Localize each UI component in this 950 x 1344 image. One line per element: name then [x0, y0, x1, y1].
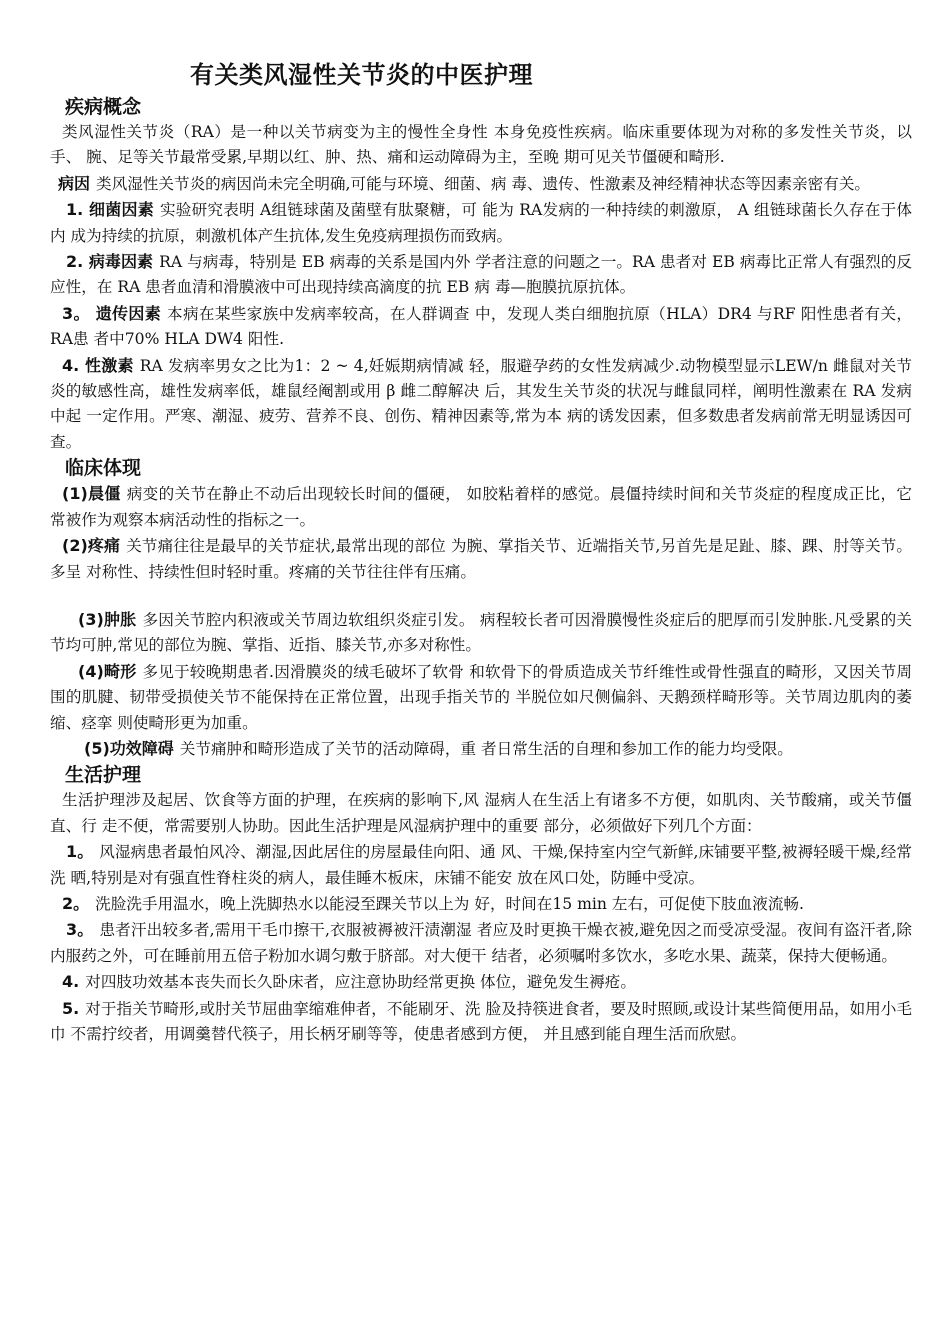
life-item-text: 患者汗出较多者,需用干毛巾擦干,衣服被褥被汗渍潮湿 者应及时更换干燥衣被,避免因之而受凉受湿。夜间有盗汗者,除 内服药之外，可在睡前用五倍子粉加水调匀敷于脐部。对大便干 结者，必须嘱咐多饮水，多吃水果、蔬菜，保持大便畅通。 — [50, 921, 912, 965]
life-item-lead: 1。 — [66, 842, 94, 862]
clinical-item-lead: (5)功效障碍 — [84, 738, 174, 758]
concept-paragraph: 类风湿性关节炎（RA）是一种以关节病变为主的慢性全身性 本身免疫性疾病。临床重要体现为对称的多发性关节炎，以手、 腕、足等关节最常受累,早期以红、肿、热、痛和运动障碍为主，至晚 期可见关节僵硬和畸形. — [50, 123, 912, 167]
cause-item-lead: 3。 遗传因素 — [62, 303, 162, 323]
cause-item-text: 实验研究表明 A组链球菌及菌壁有肽聚糖，可 能为 RA发病的一种持续的刺激原， A 组链球菌长久存在于体内 成为持续的抗原，刺激机体产生抗体,发生免疫病理损伤而致病。 — [50, 201, 912, 245]
paragraph-gap — [50, 585, 912, 607]
document-title: 有关类风湿性关节炎的中医护理 — [190, 61, 533, 89]
clinical-item-text: 关节痛肿和畸形造成了关节的活动障碍，重 者日常生活的自理和参加工作的能力均受限。 — [179, 739, 793, 758]
life-item-2 — [50, 891, 912, 917]
section-heading-life: 生活护理 — [65, 764, 142, 787]
clinical-item-text: 多见于较晚期患者.因滑膜炎的绒毛破坏了软骨 和软骨下的骨质造成关节纤维性或骨性强直的畸形，又因关节周 围的肌腱、韧带受损使关节不能保持在正常位置，出现手指关节的 半脱位如尺侧偏斜、天鹅颈样畸形等。关节周边肌肉的萎缩、痉挛 则使畸形更为加重。 — [50, 662, 912, 732]
clinical-item-text: 关节痛往往是最早的关节症状,最常出现的部位 为腕、掌指关节、近端指关节,另首先是足趾、膝、踝、肘等关节。多呈 对称性、持续性但时轻时重。疼痛的关节往往伴有压痛。 — [50, 537, 912, 581]
clinical-item-3 — [50, 607, 912, 659]
cause-item-text: RA 发病率男女之比为1：2 ~ 4,妊娠期病情减 轻，服避孕药的女性发病减少.动物模型显示LEW/n 雌鼠对关节 炎的敏感性高，雄性发病率低，雄鼠经阉割或用 β 雌二醇解决 后，其发生关节炎的状况与雌鼠同样，阐明性激素在 RA 发病中起 一定作用。严寒、潮湿、疲劳、营养不良、创伤、精神因素等,常为本 病的诱发因素，但多数患者发病前常无明显诱因可查。 — [50, 356, 912, 451]
life-item-3 — [50, 917, 912, 969]
cause-item-lead: 4. 性激素 — [62, 355, 134, 375]
life-item-text: 风湿病患者最怕风冷、潮湿,因此居住的房屋最佳向阳、通 风、干燥,保持室内空气新鲜,床铺要平整,被褥轻暖干燥,经常洗 晒,特别是对有强直性脊柱炎的病人，最佳睡木板床，床铺不能安 放在风口处，防睡中受凉。 — [50, 843, 912, 887]
clinical-item-lead: (2)疼痛 — [62, 536, 121, 556]
clinical-item-lead: (4)畸形 — [78, 661, 137, 681]
clinical-item-1 — [50, 481, 912, 533]
document-page — [50, 58, 912, 1047]
life-item-4 — [50, 969, 912, 995]
section-heading-concept: 疾病概念 — [65, 96, 142, 118]
cause-text: 类风湿性关节炎的病因尚未完全明确,可能与环境、细菌、病 毒、遗传、性激素及神经精神状态等因素亲密有关。 — [96, 174, 871, 193]
cause-item-2 — [50, 249, 912, 301]
life-item-text: 对四肢功效基本丧失而长久卧床者，应注意协助经常更换 体位，避免发生褥疮。 — [85, 973, 636, 992]
cause-item-lead: 1. 细菌因素 — [66, 200, 154, 220]
life-item-lead: 3。 — [66, 920, 94, 940]
clinical-item-lead: (1)晨僵 — [62, 484, 121, 504]
section-heading-clinical: 临床体现 — [65, 457, 142, 480]
cause-item-4 — [50, 353, 912, 456]
clinical-item-text: 病变的关节在静止不动后出现较长时间的僵硬， 如胶粘着样的感觉。晨僵持续时间和关节炎症的程度成正比，它 常被作为观察本病活动性的指标之一。 — [50, 485, 912, 529]
clinical-item-2 — [50, 533, 912, 585]
cause-item-text: RA 与病毒，特别是 EB 病毒的关系是国内外 学者注意的问题之一。RA 患者对 EB 病毒比正常人有强烈的反 应性，在 RA 患者血清和滑膜液中可出现持续高滴度的抗 EB 病 毒—胞膜抗原抗体。 — [50, 253, 912, 297]
life-item-text: 洗脸洗手用温水，晚上洗脚热水以能浸至踝关节以上为 好，时间在15 min 左右，可促使下肢血液流畅. — [95, 894, 804, 913]
life-item-text: 对于指关节畸形,或肘关节屈曲挛缩难伸者，不能刷牙、洗 脸及持筷进食者，要及时照顾,或设计某些简便用品，如用小毛巾 不需拧绞者，用调羹替代筷子，用长柄牙刷等等，使患者感到方便， 并且感到能自理生活而欣慰。 — [50, 999, 912, 1043]
life-item-1 — [50, 839, 912, 891]
life-item-lead: 4. — [62, 972, 80, 992]
clinical-item-5 — [50, 736, 912, 762]
cause-item-text: 本病在某些家族中发病率较高，在人群调查 中，发现人类白细胞抗原（HLA）DR4 与RF 阳性患者有关， RA患 者中70% HLA DW4 阳性. — [50, 304, 912, 349]
life-item-5 — [50, 996, 912, 1048]
cause-item-3 — [50, 301, 912, 353]
cause-item-lead: 2. 病毒因素 — [66, 252, 154, 272]
life-item-lead: 5. — [62, 998, 80, 1018]
cause-paragraph-body — [50, 171, 912, 197]
clinical-item-lead: (3)肿胀 — [78, 609, 137, 629]
cause-item-1 — [50, 197, 912, 249]
clinical-item-text: 多因关节腔内积液或关节周边软组织炎症引发。 病程较长者可因滑膜慢性炎症后的肥厚而引发肿胀.凡受累的关 节均可肿,常见的部位为腕、掌指、近指、膝关节,亦多对称性。 — [50, 610, 912, 655]
cause-heading: 病因 — [58, 173, 91, 193]
life-item-lead: 2。 — [62, 893, 90, 913]
life-intro: 生活护理涉及起居、饮食等方面的护理，在疾病的影响下,风 湿病人在生活上有诸多不方便，如肌肉、关节酸痛，或关节僵直、行 走不便，常需要别人协助。因此生活护理是风湿病护理中的重要 部分，必须做好下列几个方面： — [50, 791, 912, 835]
clinical-item-4 — [50, 659, 912, 736]
